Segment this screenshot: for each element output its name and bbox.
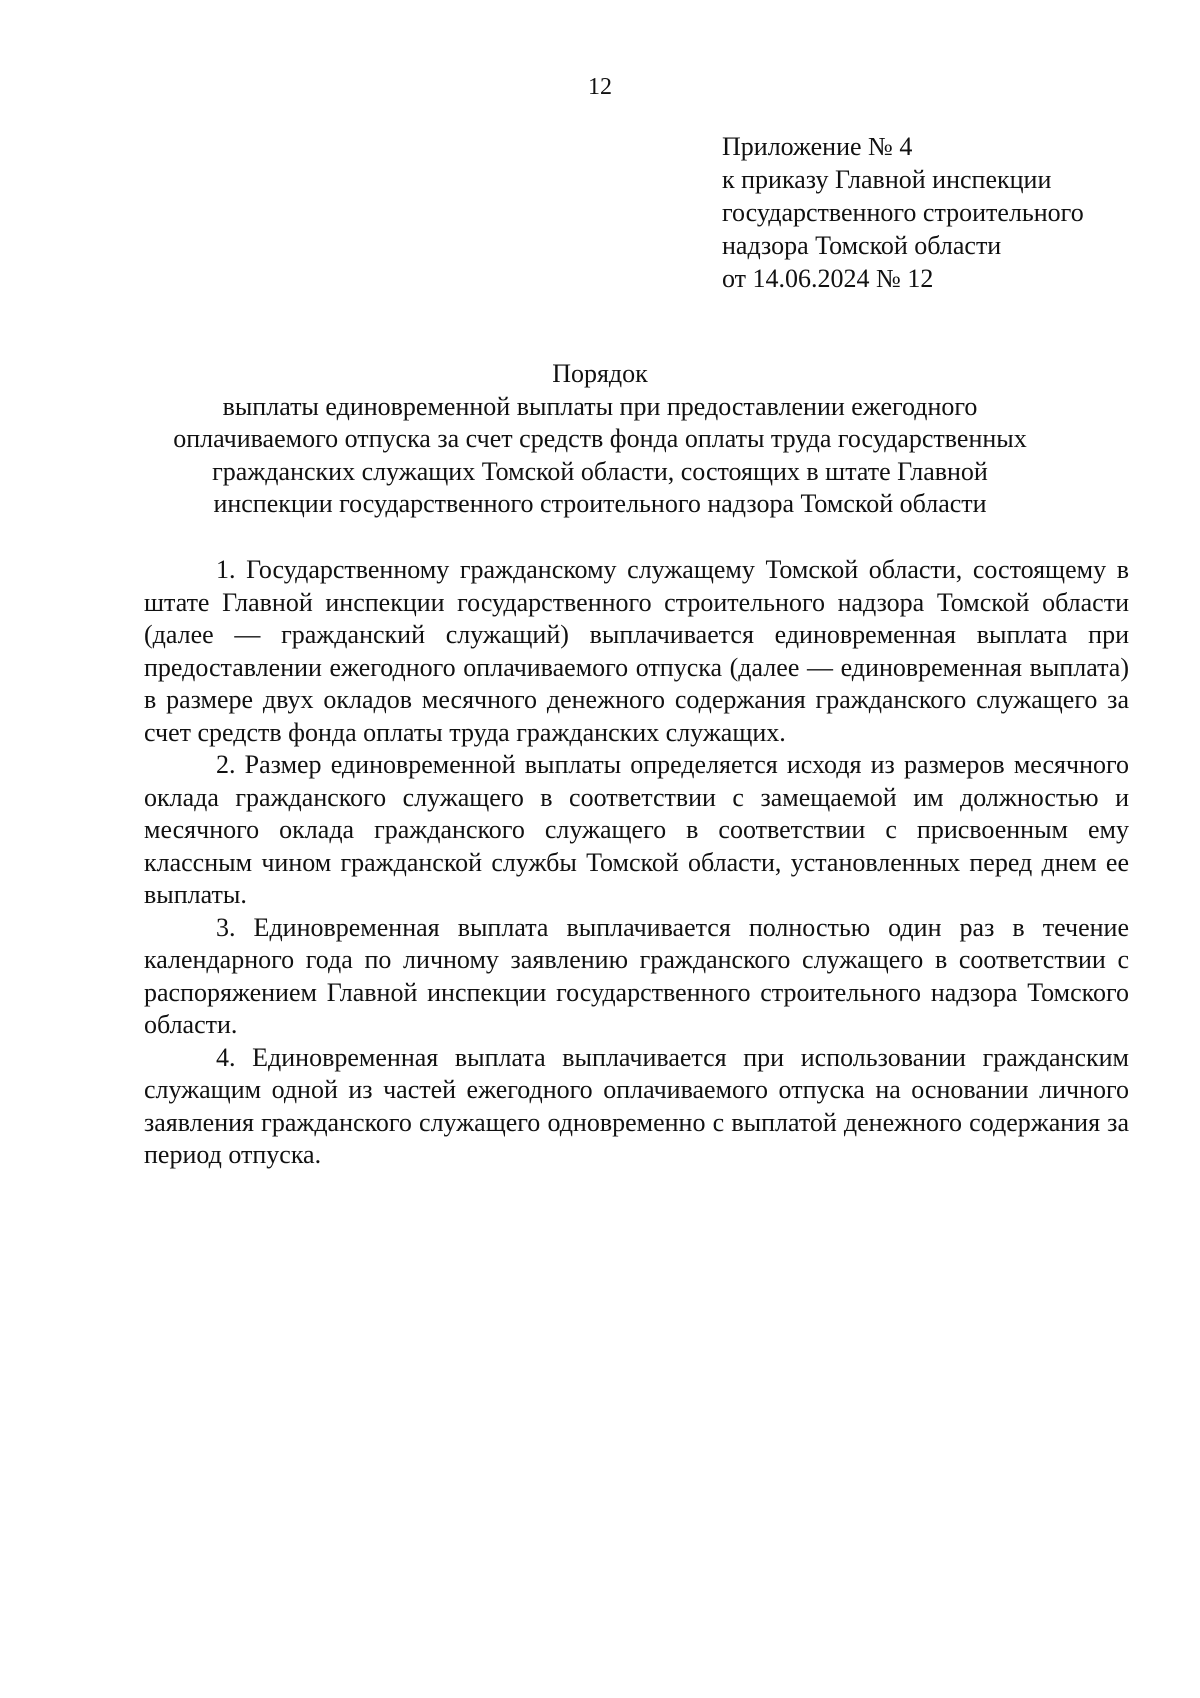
document-body bbox=[144, 554, 1129, 1172]
appendix-order-date: от 14.06.2024 № 12 bbox=[722, 264, 934, 293]
page-number: 12 bbox=[588, 74, 612, 100]
paragraph-2: 2. Размер единовременной выплаты определяется исходя из размеров месячного оклада гражданского служащего в соответствии с замещаемой им должностью и месячного оклада гражданского служащего в соответствии с присвоенным ему классным чином гражданской службы Томской области, установленных перед днем ее выплаты. bbox=[144, 750, 1129, 909]
appendix-number: Приложение № 4 bbox=[722, 132, 913, 161]
appendix-order-reference: к приказу Главной инспекции bbox=[722, 165, 1052, 194]
title-line-4: инспекции государственного строительного надзора Томской области bbox=[213, 489, 987, 518]
document-title bbox=[120, 358, 1080, 521]
paragraph-1: 1. Государственному гражданскому служащему Томской области, состоящему в штате Главной инспекции государственного строительного надзора Томской области (далее — гражданский служащий) выплачивается единовременная выплата при предоставлении ежегодного оплачиваемого отпуска (далее — единовременная выплата) в размере двух окладов месячного денежного содержания гражданского служащего за счет средств фонда оплаты труда гражданских служащих. bbox=[144, 555, 1129, 747]
paragraph-4: 4. Единовременная выплата выплачивается при использовании гражданским служащим одной из частей ежегодного оплачиваемого отпуска на основании личного заявления гражданского служащего одновременно с выплатой денежного содержания за период отпуска. bbox=[144, 1042, 1129, 1169]
appendix-organization-line-2: надзора Томской области bbox=[722, 231, 1002, 260]
title-heading: Порядок bbox=[552, 359, 648, 388]
appendix-header bbox=[722, 130, 1162, 295]
title-line-2: оплачиваемого отпуска за счет средств фонда оплаты труда государственных bbox=[173, 424, 1027, 453]
title-line-1: выплаты единовременной выплаты при предоставлении ежегодного bbox=[222, 391, 978, 421]
title-line-3: гражданских служащих Томской области, состоящих в штате Главной bbox=[212, 456, 988, 486]
paragraph-3: 3. Единовременная выплата выплачивается полностью один раз в течение календарного года по личному заявлению гражданского служащего в соответствии с распоряжением Главной инспекции государственного строительного надзора Томского области. bbox=[144, 912, 1129, 1039]
appendix-organization-line-1: государственного строительного bbox=[722, 198, 1084, 227]
